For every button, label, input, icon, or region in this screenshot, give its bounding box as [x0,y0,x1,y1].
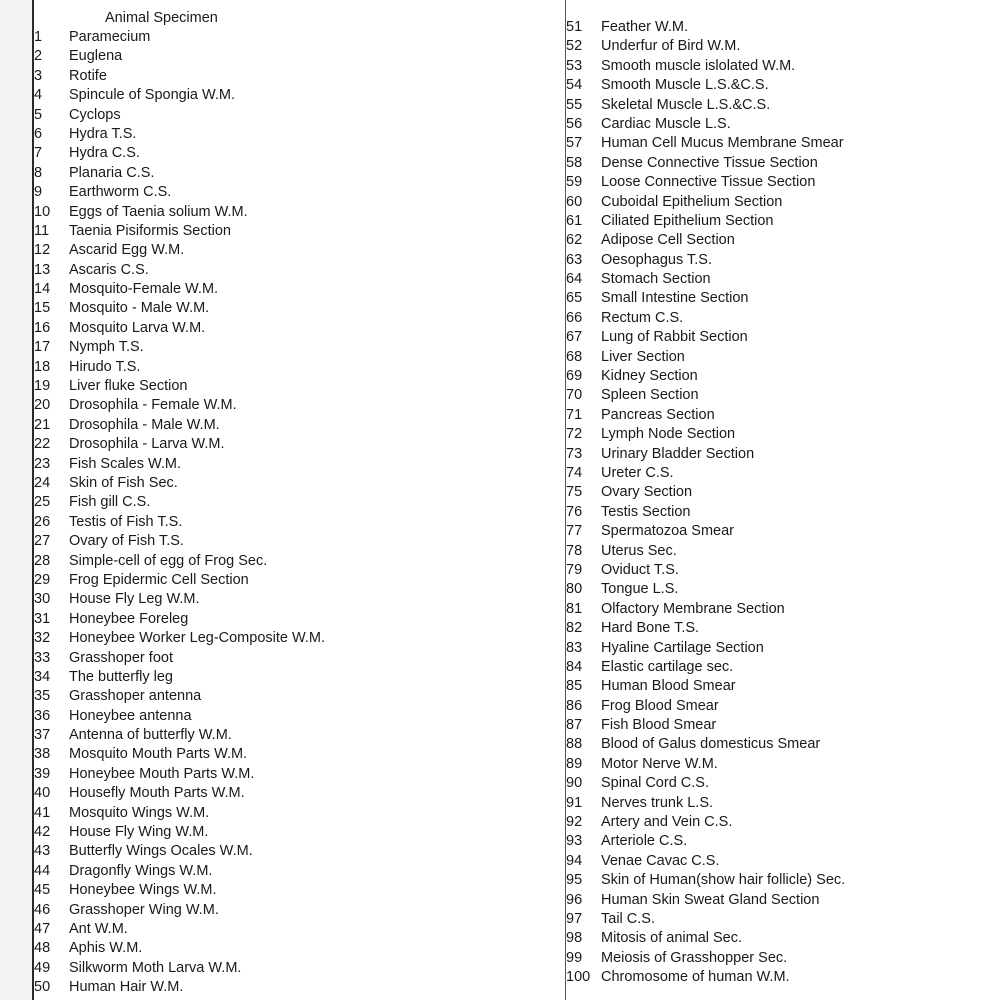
specimen-number: 52 [566,38,583,55]
specimen-number: 41 [34,804,51,821]
specimen-number: 25 [34,494,51,511]
specimen-name: Human Blood Smear [601,678,736,695]
specimen-name: Human Cell Mucus Membrane Smear [601,135,844,152]
specimen-number: 61 [566,212,583,229]
specimen-name: Honeybee Foreleg [69,610,189,627]
specimen-name: Olfactory Membrane Section [601,600,785,617]
specimen-name: Liver fluke Section [69,378,188,395]
specimen-number: 68 [566,348,583,365]
specimen-number: 24 [34,474,51,491]
specimen-number: 10 [34,203,51,220]
specimen-name: House Fly Leg W.M. [69,591,200,608]
specimen-name: Ant W.M. [69,920,128,937]
specimen-name: Testis Section [601,503,691,520]
specimen-number: 57 [566,135,583,152]
specimen-name: Fish gill C.S. [69,494,151,511]
specimen-number: 70 [566,387,583,404]
specimen-name: Urinary Bladder Section [601,445,755,462]
specimen-name: Tail C.S. [601,910,655,927]
specimen-name: Planaria C.S. [69,164,155,181]
specimen-number: 5 [34,106,43,123]
specimen-number: 93 [566,833,583,850]
specimen-name: Dense Connective Tissue Section [601,154,818,171]
specimen-number: 31 [34,610,51,627]
specimen-number: 27 [34,533,51,550]
specimen-number: 16 [34,319,51,336]
specimen-name: Drosophila - Larva W.M. [69,436,225,453]
specimen-name: Feather W.M. [601,19,689,35]
specimen-number: 76 [566,503,583,520]
specimen-name: Honeybee Worker Leg-Composite W.M. [69,630,326,647]
specimen-number: 40 [34,785,51,802]
specimen-number: 63 [566,251,583,268]
specimen-number: 58 [566,154,583,171]
specimen-number: 50 [34,979,51,996]
specimen-number: 43 [34,843,51,860]
specimen-number: 65 [566,290,583,307]
specimen-number: 91 [566,794,583,811]
specimen-number: 29 [34,571,51,588]
specimen-name: Drosophila - Male W.M. [69,416,220,433]
specimen-name: Motor Nerve W.M. [601,755,718,772]
specimen-name: Earthworm C.S. [69,184,172,201]
specimen-name: Mosquito Mouth Parts W.M. [69,746,248,763]
specimen-name: Cuboidal Epithelium Section [601,193,783,210]
specimen-number: 34 [34,668,51,685]
specimen-number: 87 [566,717,583,734]
specimen-number: 75 [566,484,583,501]
specimen-number: 81 [566,600,583,617]
specimen-number: 62 [566,232,583,249]
specimen-name: Small Intestine Section [601,290,749,307]
specimen-name: Spinal Cord C.S. [601,775,709,792]
specimen-name: Euglena [69,48,123,65]
specimen-number: 83 [566,639,583,656]
specimen-number: 13 [34,261,51,278]
specimen-number: 17 [34,339,51,356]
specimen-number: 38 [34,746,51,763]
specimen-name: Grasshoper foot [69,649,173,666]
specimen-number: 56 [566,115,583,132]
specimen-name: Dragonfly Wings W.M. [69,862,213,879]
specimen-number: 35 [34,688,51,705]
specimen-number: 46 [34,901,51,918]
specimen-name: Loose Connective Tissue Section [601,174,816,191]
specimen-name: Arteriole C.S. [601,833,688,850]
specimen-number: 33 [34,649,51,666]
specimen-number: 66 [566,309,583,326]
specimen-name: Honeybee Mouth Parts W.M. [69,765,255,782]
specimen-number: 12 [34,242,51,259]
specimen-name: Hirudo T.S. [69,358,141,375]
specimen-number: 26 [34,513,51,530]
specimen-number: 67 [566,329,583,346]
specimen-name: Ciliated Epithelium Section [601,212,774,229]
specimen-number: 9 [34,184,43,201]
page-gutter [0,0,32,1000]
page-title: Animal Specimen [105,10,218,26]
specimen-name: Frog Epidermic Cell Section [69,571,249,588]
specimen-number: 53 [566,57,583,74]
specimen-name: Rotife [69,67,107,84]
specimen-name: Venae Cavac C.S. [601,852,720,869]
specimen-number: 8 [34,164,43,181]
specimen-name: Human Skin Sweat Gland Section [601,891,820,908]
specimen-name: Mosquito Wings W.M. [69,804,210,821]
specimen-name: Frog Blood Smear [601,697,719,714]
specimen-number: 95 [566,872,583,889]
specimen-number: 36 [34,707,51,724]
specimen-name: Mosquito - Male W.M. [69,300,210,317]
specimen-name: Spleen Section [601,387,699,404]
specimen-number: 47 [34,920,51,937]
specimen-name: Skin of Human(show hair follicle) Sec. [601,872,846,889]
specimen-name: Tongue L.S. [601,581,679,598]
specimen-number: 77 [566,523,583,540]
specimen-name: Nymph T.S. [69,339,144,356]
specimen-number: 89 [566,755,583,772]
specimen-name: Silkworm Moth Larva W.M. [69,959,242,976]
specimen-number: 78 [566,542,583,559]
specimen-number: 21 [34,416,51,433]
specimen-name: House Fly Wing W.M. [69,824,209,841]
specimen-number: 74 [566,464,583,481]
specimen-name: Lung of Rabbit Section [601,329,748,346]
specimen-number: 1 [34,29,43,45]
specimen-name: Skeletal Muscle L.S.&C.S. [601,96,771,113]
specimen-name: Ascaris C.S. [69,261,149,278]
specimen-number: 92 [566,814,583,831]
specimen-number: 82 [566,620,583,637]
specimen-number: 44 [34,862,51,879]
specimen-number: 86 [566,697,583,714]
specimen-number: 48 [34,940,51,957]
specimen-number: 96 [566,891,583,908]
specimen-number: 71 [566,406,583,423]
specimen-name: Mosquito Larva W.M. [69,319,206,336]
specimen-number: 60 [566,193,583,210]
specimen-number: 15 [34,300,51,317]
specimen-number: 64 [566,271,583,288]
specimen-number: 69 [566,368,583,385]
specimen-number: 54 [566,77,583,94]
specimen-name: Adipose Cell Section [601,232,735,249]
specimen-name: Underfur of Bird W.M. [601,38,741,55]
specimen-number: 94 [566,852,583,869]
specimen-number: 22 [34,436,51,453]
specimen-name: Uterus Sec. [601,542,677,559]
specimen-name: Aphis W.M. [69,940,143,957]
specimen-name: Ovary Section [601,484,693,501]
specimen-name: Hyaline Cartilage Section [601,639,764,656]
specimen-name: Hydra C.S. [69,145,140,162]
specimen-number: 42 [34,824,51,841]
specimen-number: 4 [34,87,43,104]
specimen-number: 14 [34,281,51,298]
specimen-number: 6 [34,125,43,142]
specimen-number: 72 [566,426,583,443]
specimen-name: Liver Section [601,348,685,365]
specimen-name: Honeybee antenna [69,707,192,724]
specimen-name: Pancreas Section [601,406,715,423]
specimen-number: 55 [566,96,583,113]
specimen-number: 90 [566,775,583,792]
specimen-name: Ureter C.S. [601,464,674,481]
specimen-number: 79 [566,561,583,578]
specimen-number: 18 [34,358,51,375]
specimen-name: Honeybee Wings W.M. [69,882,217,899]
specimen-name: Paramecium [69,29,151,45]
specimen-name: Simple-cell of egg of Frog Sec. [69,552,268,569]
specimen-name: Taenia Pisiformis Section [69,222,231,239]
specimen-number: 84 [566,658,583,675]
specimen-number: 2 [34,48,43,65]
specimen-name: Mosquito-Female W.M. [69,281,219,298]
specimen-number: 3 [34,67,43,84]
specimen-name: Artery and Vein C.S. [601,814,733,831]
specimen-name: Testis of Fish T.S. [69,513,183,530]
specimen-name: Eggs of Taenia solium W.M. [69,203,248,220]
specimen-number: 20 [34,397,51,414]
specimen-name: Nerves trunk L.S. [601,794,714,811]
specimen-name: Housefly Mouth Parts W.M. [69,785,245,802]
specimen-name: Fish Blood Smear [601,717,717,734]
specimen-number: 100 [566,969,591,986]
specimen-name: Ovary of Fish T.S. [69,533,184,550]
specimen-number: 30 [34,591,51,608]
specimen-name: Antenna of butterfly W.M. [69,727,232,744]
specimen-number: 37 [34,727,51,744]
specimen-name: Ascarid Egg W.M. [69,242,185,259]
specimen-name: Stomach Section [601,271,711,288]
specimen-number: 32 [34,630,51,647]
specimen-number: 11 [34,222,50,239]
specimen-name: Chromosome of human W.M. [601,969,790,986]
specimen-number: 97 [566,910,583,927]
specimen-name: Elastic cartilage sec. [601,658,734,675]
specimen-name: Rectum C.S. [601,309,684,326]
specimen-name: Grasshoper Wing W.M. [69,901,219,918]
specimen-name: Human Hair W.M. [69,979,184,996]
specimen-name: The butterfly leg [69,668,173,685]
specimen-name: Cyclops [69,106,121,123]
specimen-number: 51 [566,19,583,35]
specimen-number: 19 [34,378,51,395]
specimen-name: Cardiac Muscle L.S. [601,115,731,132]
specimen-name: Fish Scales W.M. [69,455,181,472]
specimen-name: Spermatozoa Smear [601,523,734,540]
specimen-number: 28 [34,552,51,569]
specimen-number: 98 [566,930,583,947]
specimen-number: 85 [566,678,583,695]
specimen-number: 73 [566,445,583,462]
specimen-name: Meiosis of Grasshopper Sec. [601,949,788,966]
specimen-name: Hard Bone T.S. [601,620,700,637]
specimen-number: 80 [566,581,583,598]
specimen-number: 7 [34,145,43,162]
specimen-name: Blood of Galus domesticus Smear [601,736,821,753]
specimen-name: Butterfly Wings Ocales W.M. [69,843,253,860]
specimen-number: 39 [34,765,51,782]
specimen-name: Lymph Node Section [601,426,736,443]
specimen-number: 59 [566,174,583,191]
specimen-number: 45 [34,882,51,899]
specimen-name: Kidney Section [601,368,698,385]
specimen-name: Mitosis of animal Sec. [601,930,743,947]
specimen-name: Smooth muscle islolated W.M. [601,57,796,74]
specimen-number: 88 [566,736,583,753]
specimen-name: Smooth Muscle L.S.&C.S. [601,77,769,94]
specimen-name: Oviduct T.S. [601,561,679,578]
specimen-number: 49 [34,959,51,976]
specimen-name: Drosophila - Female W.M. [69,397,237,414]
specimen-name: Spincule of Spongia W.M. [69,87,236,104]
specimen-number: 23 [34,455,51,472]
specimen-name: Skin of Fish Sec. [69,474,178,491]
specimen-name: Hydra T.S. [69,125,137,142]
specimen-name: Grasshoper antenna [69,688,202,705]
specimen-number: 99 [566,949,583,966]
specimen-name: Oesophagus T.S. [601,251,712,268]
